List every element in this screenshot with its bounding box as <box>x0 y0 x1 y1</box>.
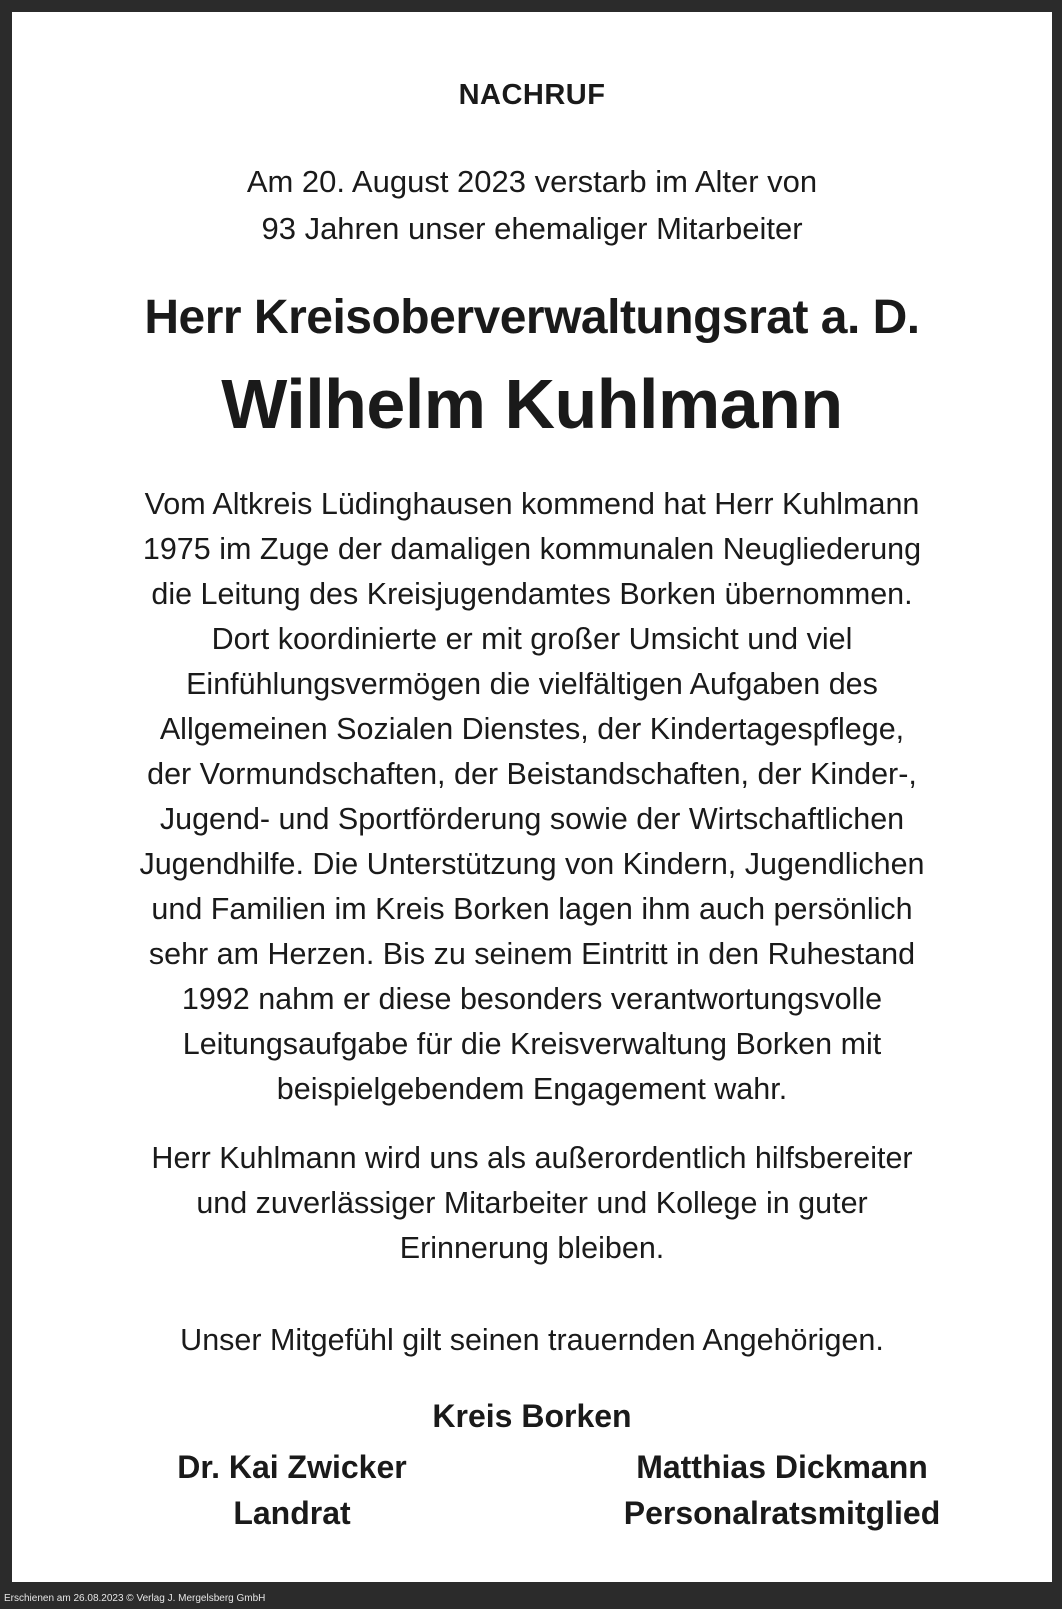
tribute-line: Jugend- und Sportförderung sowie der Wirtschaftlichen <box>159 802 905 836</box>
signatory-role: Landrat <box>233 1495 351 1531</box>
deceased-title: Herr Kreisoberverwaltungsrat a. D. <box>144 291 920 344</box>
tribute-line: 1975 im Zuge der damaligen kommunalen Neugliederung <box>142 532 922 566</box>
tribute-line: und Familien im Kreis Borken lagen ihm auch persönlich <box>151 892 913 926</box>
tribute-line: der Vormundschaften, der Beistandschaften, der Kinder-, <box>147 757 917 791</box>
obituary-notice <box>12 12 1052 1582</box>
closing-line: und zuverlässiger Mitarbeiter und Kollege in guter <box>196 1186 868 1220</box>
closing-line: Erinnerung bleiben. <box>399 1231 665 1265</box>
deceased-name: Wilhelm Kuhlmann <box>221 365 843 443</box>
tribute-line: sehr am Herzen. Bis zu seinem Eintritt in den Ruhestand <box>148 937 916 971</box>
tribute-line: Vom Altkreis Lüdinghausen kommend hat Herr Kuhlmann <box>144 487 920 521</box>
tribute-line: Allgemeinen Sozialen Dienstes, der Kindertagespflege, <box>159 712 905 746</box>
intro-line: Am 20. August 2023 verstarb im Alter von <box>246 164 818 199</box>
tribute-line: die Leitung des Kreisjugendamtes Borken übernommen. <box>151 577 913 611</box>
tribute-line: Jugendhilfe. Die Unterstützung von Kindern, Jugendlichen <box>139 847 925 881</box>
tribute-line: Leitungsaufgabe für die Kreisverwaltung Borken mit <box>182 1027 882 1061</box>
organization-name: Kreis Borken <box>432 1398 632 1434</box>
signatory-name: Dr. Kai Zwicker <box>177 1449 407 1485</box>
tribute-line: beispielgebendem Engagement wahr. <box>276 1072 788 1106</box>
sympathy-text: Unser Mitgefühl gilt seinen trauernden Angehörigen. <box>180 1323 884 1357</box>
signatory-right <box>592 1444 972 1536</box>
intro-text <box>12 158 1052 252</box>
signatory-role: Personalratsmitglied <box>623 1495 941 1531</box>
tribute-text <box>42 482 1022 1112</box>
signatory-name: Matthias Dickmann <box>636 1449 928 1485</box>
closing-line: Herr Kuhlmann wird uns als außerordentlich hilfsbereiter <box>151 1141 913 1175</box>
tribute-line: Einfühlungsvermögen die vielfältigen Aufgaben des <box>186 667 878 701</box>
closing-text <box>42 1136 1022 1271</box>
notice-heading: NACHRUF <box>458 79 606 111</box>
signatory-left <box>142 1444 442 1536</box>
intro-line: 93 Jahren unser ehemaliger Mitarbeiter <box>261 211 803 246</box>
tribute-line: 1992 nahm er diese besonders verantwortungsvolle <box>181 982 883 1016</box>
publication-footer: Erschienen am 26.08.2023 © Verlag J. Mergelsberg GmbH <box>4 1593 266 1604</box>
tribute-line: Dort koordinierte er mit großer Umsicht und viel <box>211 622 853 656</box>
